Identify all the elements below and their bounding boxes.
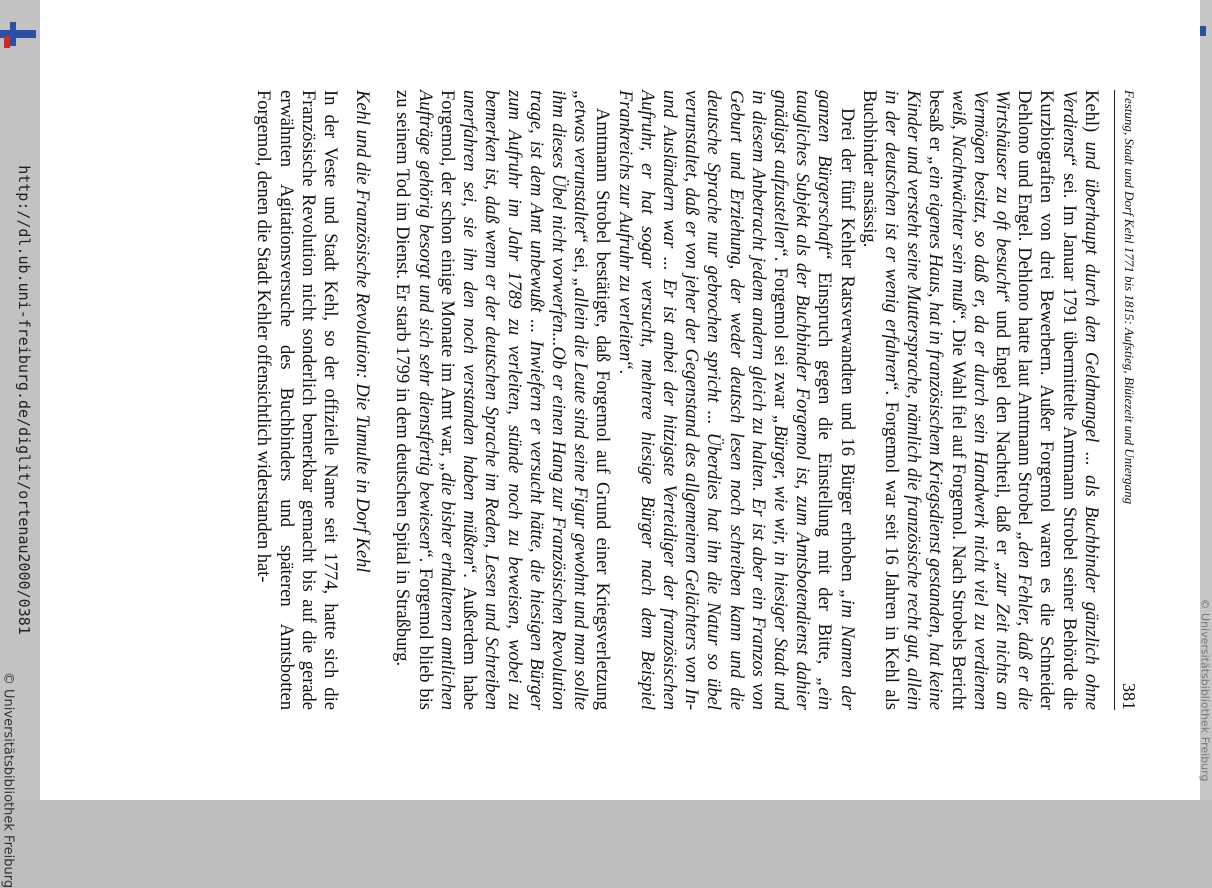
text-run: “. Forgemol blieb bis zu seinem Tod im Dienst. Er starb 1799 in dem deutschen Spital in Straßburg.: [392, 90, 435, 710]
viewer-logo-red: [4, 36, 10, 48]
paragraph-3: [391, 90, 613, 710]
text-run: “ sei. Im Januar 1791 übermittelte Amtmann Strobel seiner Behörde die Kurzbiografien von drei Bewerbern. Außer Forgemol waren es die Schneider Dehlono und Engel. Dehlono hatte laut Amtmann Strobel: [1014, 90, 1079, 710]
source-url[interactable]: http://dl.ub.uni-freiburg.de/diglit/ortenau2000/0381: [15, 165, 33, 635]
text-run: Amtmann Strobel bestätigte, daß Forgemol auf Grund einer Kriegsverletzung: [592, 108, 613, 710]
paragraph-1: [858, 90, 1102, 710]
right-edge-notice: © Universitätsbibliothek Freiburg: [1198, 598, 1212, 782]
text-run: und überhaupt durch den Geldmangel ... als Buchbinder gänzlich ohne Verdienst: [1058, 90, 1101, 710]
viewer-logo-stem: [10, 22, 16, 46]
text-run: „etwas verunstaltet: [570, 90, 591, 235]
text-run: “.: [614, 361, 635, 375]
page-text-rotated: [140, 90, 1140, 710]
text-run: „zur Zeit nichts an Vermögen besitzt, so daß er, da er durch sein Handwerk nicht viel zu verdienen weiß, Nachtwächter sein muß: [947, 90, 1012, 710]
text-run: “. Forgemol sei zwar: [769, 248, 790, 415]
text-run: “. Forgemol war seit 16 Jahren in Kehl als Buchbinder ansässig.: [858, 90, 901, 710]
text-run: “ und Engel den Nachteil, daß er: [991, 294, 1012, 562]
text-run: „allein die Leute sind seine Figur gewohnt und man sollte ihm dieses Übel nicht vorwerfen...Ob er einen Hang zur Französischen Revolution trage, ist dem Amt unbewußt ... Inwiefern er versucht hätte, die hiesigen Bürger zum Aufruhr im Jahr 1789 zu verleiten, stünde noch zu beweisen, wobei zu bemerken ist, daß wenn er der deutschen Sprache im Reden, Lesen und Schreiben unerfahren sei, sie ihn den noch verstanden haben müßten: [459, 90, 591, 711]
text-run: Kehl): [1080, 90, 1101, 142]
scanned-page: [40, 0, 1200, 800]
text-run: „ein eigenes Haus, hat in französischem Kriegsdienst gestanden, hat keine Kinder und versteht seine Muttersprache, nämlich die französische recht gut, allein in der deutschen ist er wenig erfahren: [880, 90, 946, 710]
text-run: “. Außerdem habe Forgemol, der schon einige Monate im Amt war,: [436, 90, 480, 710]
text-run: „ein taugliches Subjekt als der Buchbinder Forgemol ist, zum Amtsbotendienst dahier gnädigst aufzustellen: [769, 90, 835, 711]
copyright-notice: © Universitätsbibliothek Freiburg: [0, 671, 16, 888]
text-run: Drei der fünf Kehler Ratsverwandten und 16 Bürger erhoben: [836, 108, 857, 590]
text-run: “. Die Wahl fiel auf Forgemol. Nach Strobels Bericht besaß er: [925, 90, 968, 710]
section-title: Kehl und die Französische Revolution: Die Tumulte in Dorf Kehl: [352, 90, 373, 573]
text-run: “ Einspruch gegen die Einstellung mit der Bitte,: [814, 251, 835, 678]
paragraph-2: [613, 90, 857, 710]
running-head: Festung, Stadt und Dorf Kehl 1771 bis 1815: Aufstieg, Blütezeit und Untergang: [1122, 90, 1137, 505]
text-run: “ sei,: [570, 234, 591, 278]
text-run: „im Namen der ganzen Bürgerschaft: [814, 90, 857, 710]
text-run: „den Fehler, daß er die Wirtshäuser zu oft besucht: [991, 90, 1035, 710]
page-number: 381: [1119, 683, 1139, 710]
paragraph-4: In der Veste und Stadt Kehl, so der offizielle Name seit 1774, hatte sich die Französische Revolution nicht sonderlich bemerkbar gemacht bis auf die gerade erwähnten Agitationsversuche des Buchbinders und späteren Amtsbotten Forgemol, denen die Stadt Kehler offensichtlich widerstanden hat-: [253, 90, 341, 710]
text-run: „die bisher erhaltenen amtlichen Aufträge gehörig besorgt und sich sehr dienstfertig bewiesen: [414, 90, 457, 710]
text-run: „Bürger, wie wir, in hiesiger Stadt und in diesem Anbetracht jedem andern gleich zu halten. Er ist aber ein Franzos von Geburt und Erziehung, der weder deutsch lesen noch schreiben kann und die deutsche Sprache nur gebrochen spricht ... Überdies hat ihn die Natur so übel verunstaltet, daß er von jeher der Gegenstand des allgemeinen Gelächters von In- und Ausländern war ... Er ist anbei der hitzigste Verteidiger der französischen Aufruhr, er hat sogar versucht, mehrere hiesige Bürger nach dem Beispiel Frankreichs zur Aufruhr zu verleiten: [614, 90, 790, 710]
running-header: [1114, 90, 1140, 710]
